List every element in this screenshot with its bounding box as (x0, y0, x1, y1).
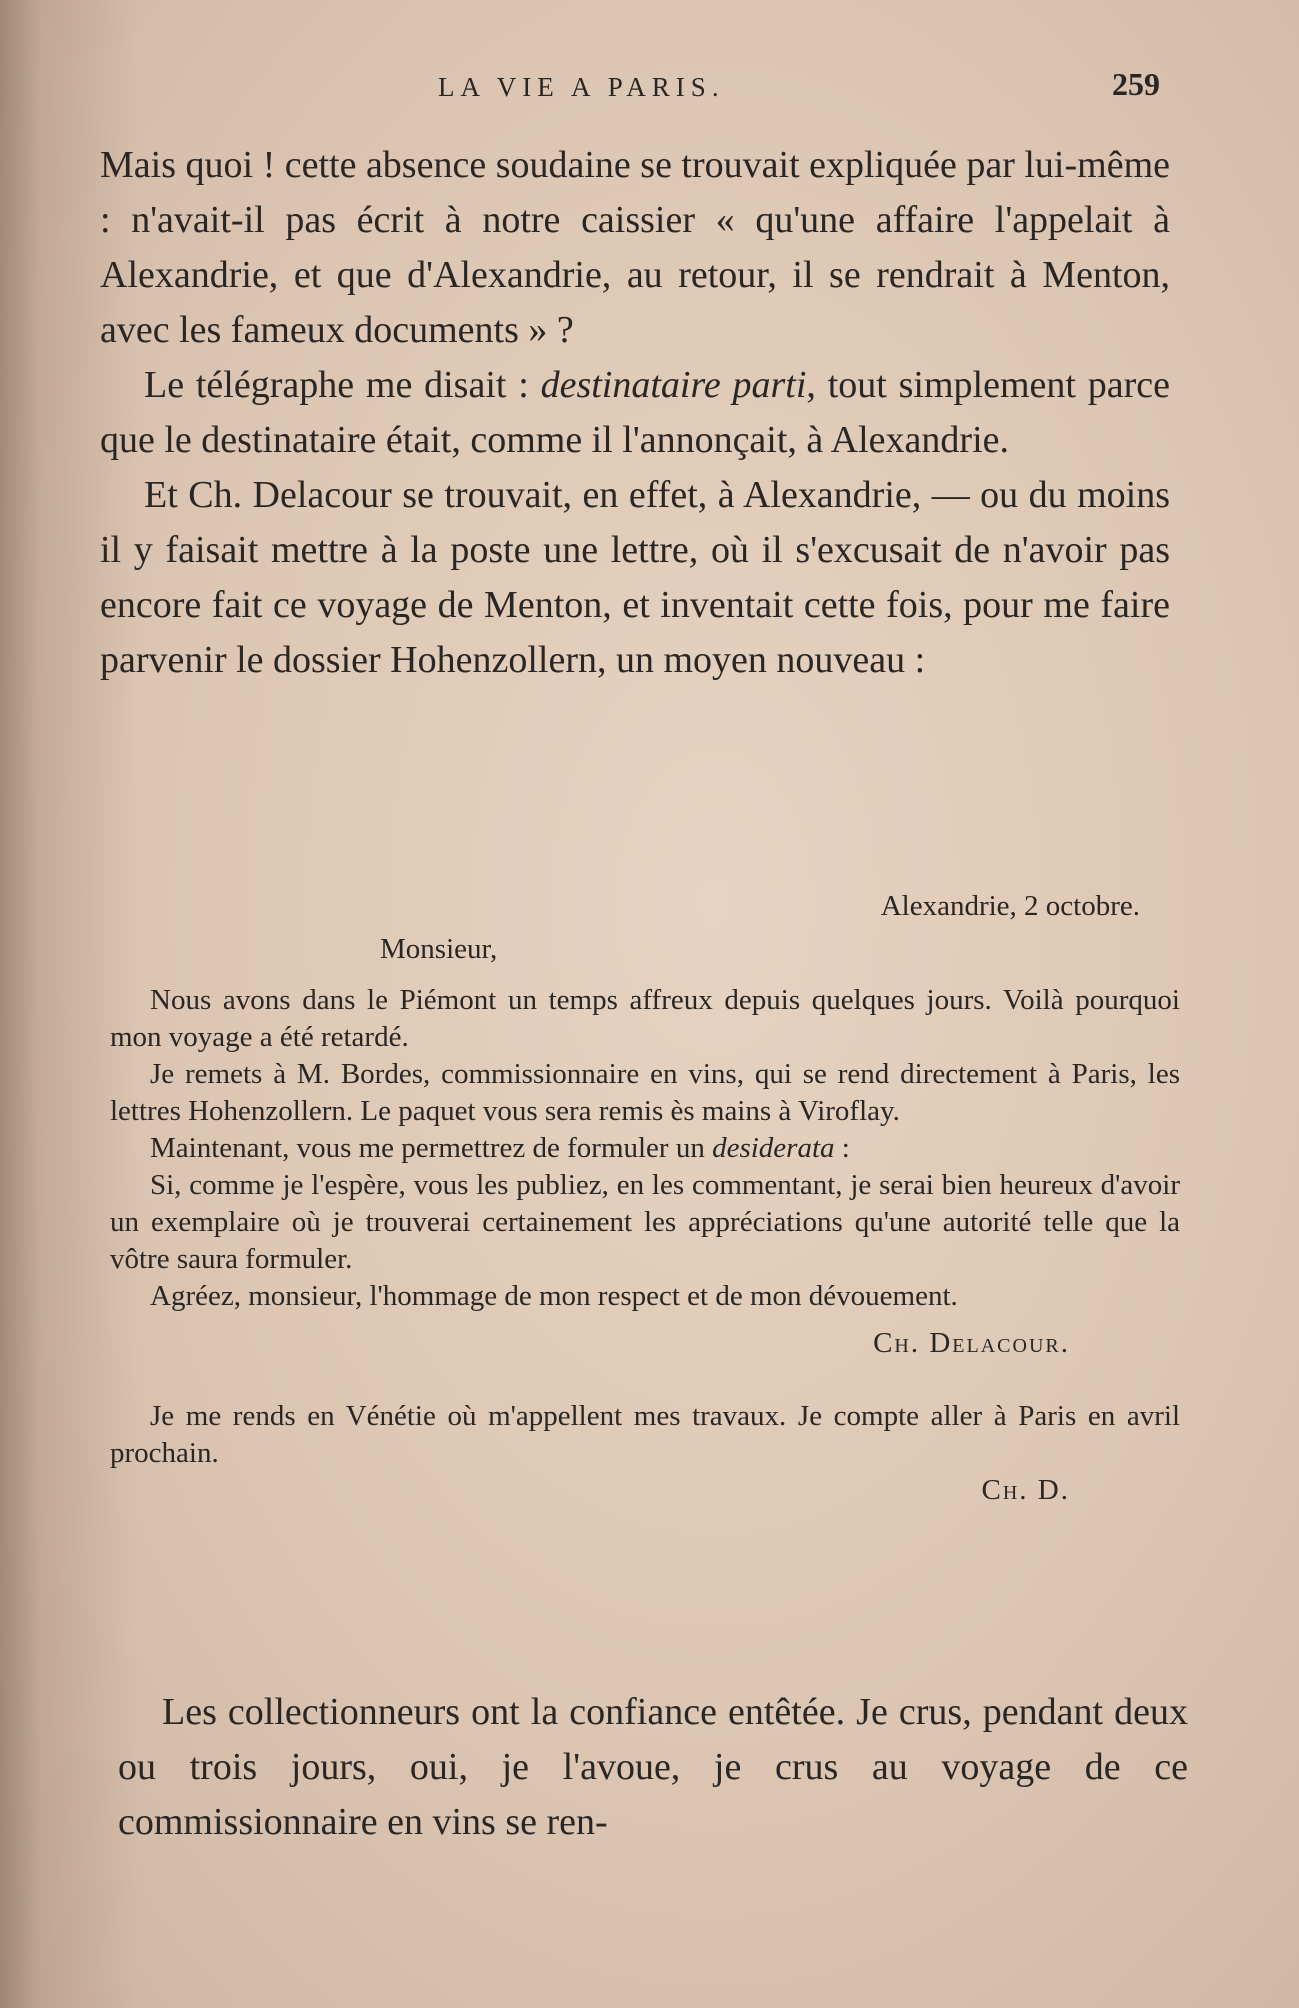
letter-paragraph: Agréez, monsieur, l'hommage de mon respect et de mon dévouement. (150, 1280, 958, 1312)
postscript-signature: Ch. D. (981, 1474, 1070, 1506)
quoted-letter (110, 888, 1180, 1509)
page-number: 259 (1112, 66, 1160, 102)
paragraph: Et Ch. Delacour se trouvait, en effet, à Alexandrie, — ou du moins il y faisait mettre à la poste une lettre, où il s'excusait de n'avoir pas encore fait ce voyage de Menton, et inventait cette fois, pour me faire parvenir le dossier Hohenzollern, un moyen nouveau : (100, 474, 1170, 681)
letter-paragraph: Nous avons dans le Piémont un temps affreux depuis quelques jours. Voilà pourquoi mon voyage a été retardé. (110, 984, 1180, 1053)
letter-paragraph: Si, comme je l'espère, vous les publiez, en les commentant, je serai bien heureux d'avoir un exemplaire où je trouverai certainement les appréciations qu'une autorité telle que la vôtre saura formuler. (110, 1169, 1180, 1275)
italic-text: desiderata (712, 1132, 835, 1164)
letter-signature: Ch. Delacour. (873, 1327, 1070, 1359)
paragraph (100, 358, 1170, 468)
closing-text (118, 1685, 1188, 1850)
paragraph: Les collectionneurs ont la confiance entêtée. Je crus, pendant deux ou trois jours, oui, je l'avoue, je crus au voyage de ce commissionnaire en vins se ren- (118, 1691, 1188, 1843)
text-run: Maintenant, vous me permettrez de formuler un (150, 1132, 713, 1164)
main-text (100, 138, 1170, 688)
italic-text: destinataire parti (540, 364, 807, 406)
letter-paragraph: Je remets à M. Bordes, commissionnaire en vins, qui se rend directement à Paris, les lettres Hohenzollern. Le paquet vous sera remis ès mains à Viroflay. (110, 1058, 1180, 1127)
letter-paragraph (110, 1130, 1180, 1167)
letter-dateline: Alexandrie, 2 octobre. (880, 890, 1140, 922)
running-title: LA VIE A PARIS. (438, 72, 725, 102)
letter-salutation: Monsieur, (380, 933, 498, 965)
paragraph: Mais quoi ! cette absence soudaine se trouvait expliquée par lui-même : n'avait-il pas écrit à notre caissier « qu'une affaire l'appelait à Alexandrie, et que d'Alexandrie, au retour, il se rendrait à Menton, avec les fameux documents » ? (100, 144, 1170, 351)
text-run: , tout simplement parce que le destinataire était, comme il l'annonçait, à Alexandrie. (100, 364, 1170, 461)
text-run: Le télégraphe me disait : (144, 364, 541, 406)
page-header (100, 66, 1160, 116)
text-run: : (834, 1132, 850, 1164)
letter-postscript: Je me rends en Vénétie où m'appellent mes travaux. Je compte aller à Paris en avril prochain. (110, 1400, 1180, 1469)
